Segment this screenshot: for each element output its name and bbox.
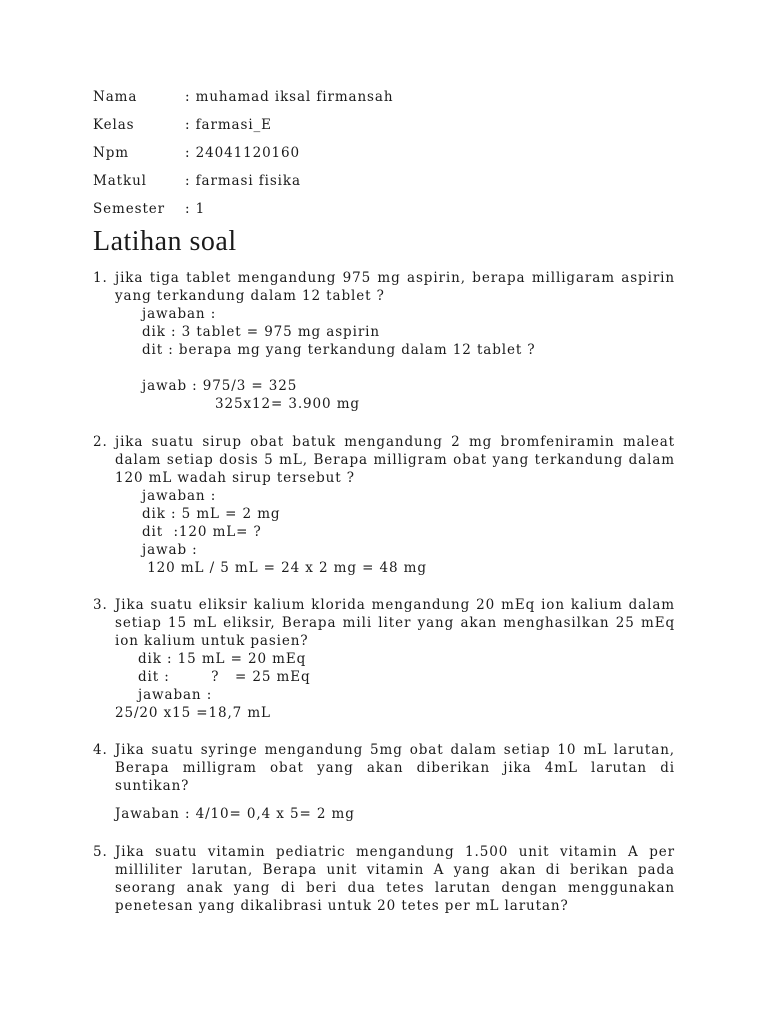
info-row-matkul [93,172,393,200]
student-info [93,88,393,228]
answer-line: 120 mL / 5 mL = 24 x 2 mg = 48 mg [142,560,427,576]
info-label: Kelas [93,117,135,133]
question-1 [93,269,675,413]
answer-line: jawab : [142,542,198,558]
answer-line: 325x12= 3.900 mg [215,396,360,412]
answer-line: dik : 15 mL = 20 mEq [138,651,307,667]
question-5 [93,843,675,915]
answer-line: jawaban : [138,687,213,703]
info-row-kelas [93,116,393,144]
answer-line: jawaban : [142,488,217,504]
info-label: Semester [93,201,166,217]
question-number: 3. [93,597,108,613]
question-number: 1. [93,270,108,286]
question-number: 5. [93,844,108,860]
answer-line: dik : 3 tablet = 975 mg aspirin [142,324,380,340]
question-4 [93,741,675,823]
answer-line: jawaban : [142,306,217,322]
answer-line: jawab : 975/3 = 325 [142,378,298,394]
info-row-npm [93,144,393,172]
question-text: Jika suatu eliksir kalium klorida mengandung 20 mEq ion kalium dalam setiap 15 mL eliksir, Berapa mili liter yang akan menghasilkan 25 mEq ion kalium untuk pasien? [115,597,675,649]
answer-line: 25/20 x15 =18,7 mL [115,705,271,721]
answer-line: dit :120 mL= ? [142,524,262,540]
answer-line: dit : berapa mg yang terkandung dalam 12 tablet ? [142,342,536,358]
info-label: Npm [93,145,129,161]
question-text: jika tiga tablet mengandung 975 mg aspirin, berapa milligaram aspirin yang terkandung dalam 12 tablet ? [115,270,675,304]
page-title: Latihan soal [93,226,237,257]
answer-line: dik : 5 mL = 2 mg [142,506,281,522]
info-value: : farmasi_E [185,117,272,133]
question-text: jika suatu sirup obat batuk mengandung 2 mg bromfeniramin maleat dalam setiap dosis 5 mL, Berapa milligram obat yang terkandung dalam 120 mL wadah sirup tersebut ? [115,434,675,486]
question-number: 4. [93,742,108,758]
info-value: : 1 [185,201,206,217]
answer-line: dit : ? = 25 mEq [138,669,311,685]
info-value: : 24041120160 [185,145,301,161]
question-number: 2. [93,434,108,450]
question-text: Jika suatu syringe mengandung 5mg obat dalam setiap 10 mL larutan, Berapa milligram obat yang akan diberikan jika 4mL larutan di suntikan? [115,742,675,794]
question-2 [93,433,675,577]
info-row-nama [93,88,393,116]
info-value: : farmasi fisika [185,173,301,189]
question-text: Jika suatu vitamin pediatric mengandung 1.500 unit vitamin A per milliliter larutan, Berapa unit vitamin A yang akan di berikan pada seorang anak yang di beri dua tetes larutan dengan menggunakan penetesan yang dikalibrasi untuk 20 tetes per mL larutan? [115,844,675,914]
info-row-semester [93,200,393,228]
info-value: : muhamad iksal firmansah [185,89,394,105]
question-3 [93,596,675,722]
info-label: Matkul [93,173,147,189]
answer-line: Jawaban : 4/10= 0,4 x 5= 2 mg [115,806,355,822]
info-label: Nama [93,89,138,105]
